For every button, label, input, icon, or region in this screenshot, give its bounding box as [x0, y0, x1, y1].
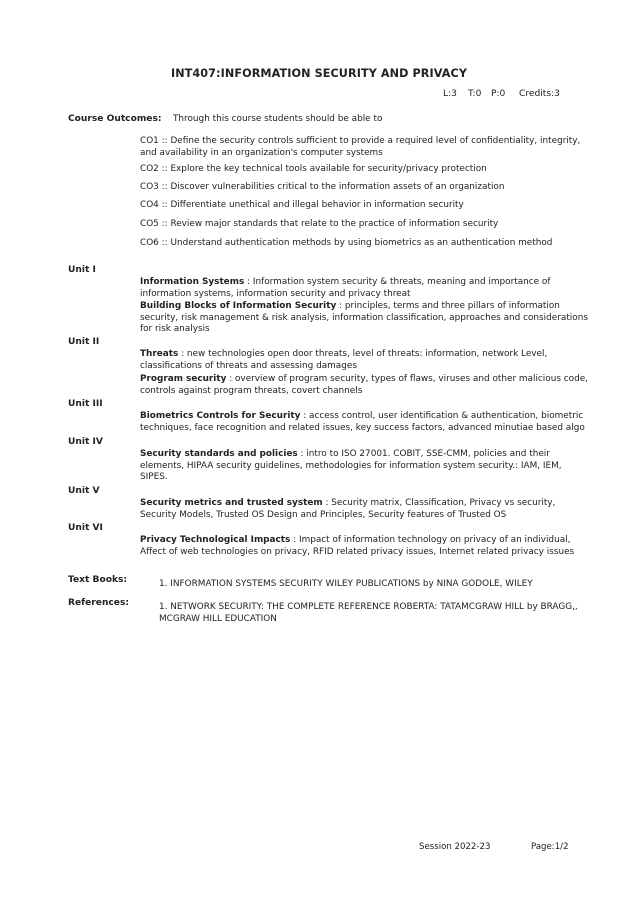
unit-4-label: Unit IV — [68, 437, 103, 447]
tutorial-hours: T:0 — [468, 89, 482, 99]
unit-2-topic-2 — [140, 374, 588, 397]
topic-text: : intro to ISO 27001. COBIT, SSE-CMM, policies and their elements, HIPAA security guidelines, methodologies for information system security.: IAM, IEM, SIPES. — [140, 449, 562, 482]
topic-title: Security standards and policies — [140, 449, 298, 459]
list-number: 1. — [159, 602, 168, 612]
topic-title: Building Blocks of Information Security — [140, 301, 337, 311]
unit-3-label: Unit III — [68, 399, 103, 409]
session: Session 2022-23 — [419, 842, 491, 852]
topic-title: Security metrics and trusted system — [140, 498, 323, 508]
references-label: References: — [68, 598, 130, 608]
topic-title: Program security — [140, 374, 227, 384]
unit-5-label: Unit V — [68, 486, 100, 496]
course-outcome-1: CO1 :: Define the security controls sufficient to provide a required level of confidentiality, integrity, and availability in an organization's computer systems — [140, 136, 581, 158]
topic-title: Information Systems — [140, 277, 245, 287]
unit-4-topic-1 — [140, 449, 588, 484]
page-number: Page:1/2 — [531, 842, 569, 852]
topic-text: : overview of program security, types of flaws, viruses and other malicious code, controls against program threats, covert channels — [140, 374, 589, 396]
course-outcomes-intro: Through this course students should be able to — [173, 114, 383, 124]
course-title: INT407:INFORMATION SECURITY AND PRIVACY — [170, 67, 468, 80]
course-outcome-5: CO5 :: Review major standards that relate to the practice of information security — [140, 219, 499, 229]
topic-text: : principles, terms and three pillars of information security, risk management & risk analysis, information classification, approaches and considerations for risk analysis — [140, 301, 588, 334]
practical-hours: P:0 — [491, 89, 506, 99]
reference-text: NETWORK SECURITY: THE COMPLETE REFERENCE ROBERTA: TATAMCGRAW HILL by BRAGG,, MCGRAW HILL EDUCATION — [159, 602, 578, 624]
topic-text: : Impact of information technology on privacy of an individual, Affect of web technologies on privacy, RFID related privacy issues, Internet related privacy issues — [140, 535, 575, 557]
unit-6-label: Unit VI — [68, 523, 103, 533]
unit-5-topic-1 — [140, 498, 588, 521]
unit-1-topic-2 — [140, 301, 588, 336]
unit-6-topic-1 — [140, 535, 588, 558]
text-books-label: Text Books: — [68, 575, 128, 585]
text-book-1 — [159, 578, 579, 590]
unit-1-topic-1 — [140, 277, 588, 300]
topic-title: Biometrics Controls for Security — [140, 411, 301, 421]
course-outcome-2: CO2 :: Explore the key technical tools available for security/privacy protection — [140, 164, 487, 174]
course-outcome-4: CO4 :: Differentiate unethical and illegal behavior in information security — [140, 200, 464, 210]
topic-title: Threats — [140, 349, 179, 359]
list-number: 1. — [159, 579, 168, 589]
topic-title: Privacy Technological Impacts — [140, 535, 291, 545]
course-outcomes-label: Course Outcomes: — [68, 114, 162, 124]
text-book-text: INFORMATION SYSTEMS SECURITY WILEY PUBLICATIONS by NINA GODOLE, WILEY — [170, 579, 533, 589]
topic-text: : new technologies open door threats, level of threats: information, network Level, classifications of threats and assessing damages — [140, 349, 548, 371]
course-outcome-6: CO6 :: Understand authentication methods by using biometrics as an authentication method — [140, 238, 553, 248]
unit-2-label: Unit II — [68, 337, 100, 347]
topic-text: : Information system security & threats, meaning and importance of information systems, information security and privacy threat — [140, 277, 551, 299]
topic-text: : access control, user identification & authentication, biometric techniques, face recognition and related issues, key success factors, advanced minutiae based algo — [140, 411, 585, 433]
unit-1-label: Unit I — [68, 265, 96, 275]
course-outcome-3: CO3 :: Discover vulnerabilities critical to the information assets of an organization — [140, 182, 505, 192]
unit-3-topic-1 — [140, 411, 588, 434]
topic-text: : Security matrix, Classification, Privacy vs security, Security Models, Trusted OS Design and Principles, Security features of Trusted OS — [140, 498, 556, 520]
lecture-hours: L:3 — [443, 89, 457, 99]
unit-2-topic-1 — [140, 349, 588, 372]
reference-1 — [159, 601, 579, 625]
credits: Credits:3 — [519, 89, 560, 99]
